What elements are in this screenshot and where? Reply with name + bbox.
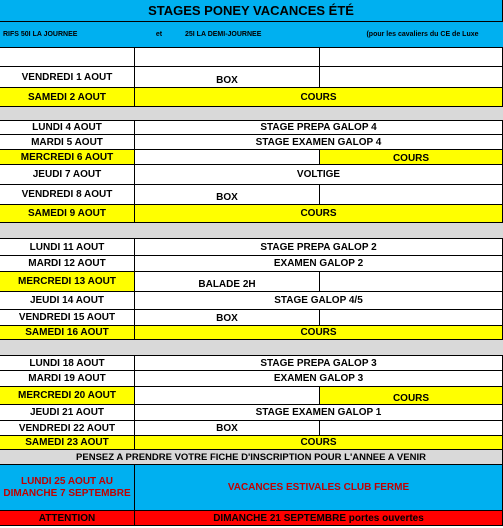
reminder-row [0,450,503,465]
table-row [0,256,503,272]
morning-cell [135,48,320,66]
activity-cell: STAGE GALOP 4/5 [135,292,503,309]
table-row [0,310,503,326]
day-cell: VENDREDI 22 AOUT [0,421,135,435]
price-connector: et [155,31,163,38]
morning-cell [135,150,320,164]
table-row [0,405,503,421]
table-row [0,88,503,107]
afternoon-cell: COURS [320,150,503,164]
day-cell: JEUDI 21 AOUT [0,405,135,420]
day-cell: LUNDI 11 AOUT [0,239,135,255]
afternoon-cell [320,272,503,291]
day-cell [0,48,135,66]
attention-label: ATTENTION [0,511,135,525]
activity-cell: COURS [135,326,503,339]
full-day-price: RIFS 50I LA JOURNEE [3,31,78,38]
table-row [0,371,503,387]
day-cell: VENDREDI 1 AOUT [0,67,135,87]
activity-cell: COURS [135,88,503,106]
table-row [0,356,503,371]
table-row [0,67,503,88]
day-cell: SAMEDI 2 AOUT [0,88,135,106]
afternoon-cell [320,310,503,325]
week-separator [0,340,503,356]
day-cell: JEUDI 14 AOUT [0,292,135,309]
day-cell: LUNDI 18 AOUT [0,356,135,370]
activity-cell: VOLTIGE [135,165,503,184]
day-cell: SAMEDI 16 AOUT [0,326,135,339]
activity-cell: EXAMEN GALOP 2 [135,256,503,271]
day-cell: VENDREDI 8 AOUT [0,185,135,204]
activity-cell: EXAMEN GALOP 3 [135,371,503,386]
morning-cell: BOX [135,185,320,204]
day-cell: MARDI 12 AOUT [0,256,135,271]
page-title: STAGES PONEY VACANCES ÉTÉ [0,0,503,21]
day-cell: LUNDI 4 AOUT [0,121,135,134]
attention-row [0,511,503,526]
table-row [0,239,503,256]
activity-cell: STAGE PREPA GALOP 3 [135,356,503,370]
activity-cell: STAGE EXAMEN GALOP 4 [135,135,503,149]
attention-text: DIMANCHE 21 SEPTEMBRE portes ouvertes [135,511,503,525]
table-row [0,205,503,223]
activity-cell: STAGE EXAMEN GALOP 1 [135,405,503,420]
table-row [0,326,503,340]
table-row [0,135,503,150]
morning-cell: BALADE 2H [135,272,320,291]
activity-cell: COURS [135,436,503,449]
half-day-price: 25I LA DEMI-JOURNEE [185,31,262,38]
closure-dates: LUNDI 25 AOUT AU DIMANCHE 7 SEPTEMBRE [0,465,135,510]
afternoon-cell: COURS [320,387,503,404]
title-row [0,0,503,22]
table-row [0,150,503,165]
week-separator [0,223,503,239]
table-row [0,48,503,67]
activity-cell: STAGE PREPA GALOP 2 [135,239,503,255]
closure-text: VACANCES ESTIVALES CLUB FERME [135,465,503,510]
day-cell: MARDI 19 AOUT [0,371,135,386]
activity-cell: STAGE PREPA GALOP 4 [135,121,503,134]
day-cell: MERCREDI 6 AOUT [0,150,135,164]
morning-cell [135,387,320,404]
day-cell: SAMEDI 9 AOUT [0,205,135,222]
table-row [0,165,503,185]
table-row [0,292,503,310]
table-row [0,185,503,205]
afternoon-cell [320,67,503,87]
morning-cell: BOX [135,421,320,435]
day-cell: MARDI 5 AOUT [0,135,135,149]
day-cell: SAMEDI 23 AOUT [0,436,135,449]
morning-cell: BOX [135,310,320,325]
day-cell: VENDREDI 15 AOUT [0,310,135,325]
pricing-row [0,22,503,48]
week-separator [0,107,503,121]
reminder-text: PENSEZ A PRENDRE VOTRE FICHE D'INSCRIPTION POUR L'ANNEE A VENIR [0,450,503,464]
afternoon-cell [320,185,503,204]
pricing-note: (pour les cavaliers du CE de Luxe [366,31,479,38]
activity-cell: COURS [135,205,503,222]
closure-row [0,465,503,511]
table-row [0,387,503,405]
table-row [0,421,503,436]
table-row [0,272,503,292]
table-row [0,121,503,135]
day-cell: MERCREDI 20 AOUT [0,387,135,404]
table-row [0,436,503,450]
day-cell: MERCREDI 13 AOUT [0,272,135,291]
afternoon-cell [320,48,503,66]
afternoon-cell [320,421,503,435]
day-cell: JEUDI 7 AOUT [0,165,135,184]
morning-cell: BOX [135,67,320,87]
